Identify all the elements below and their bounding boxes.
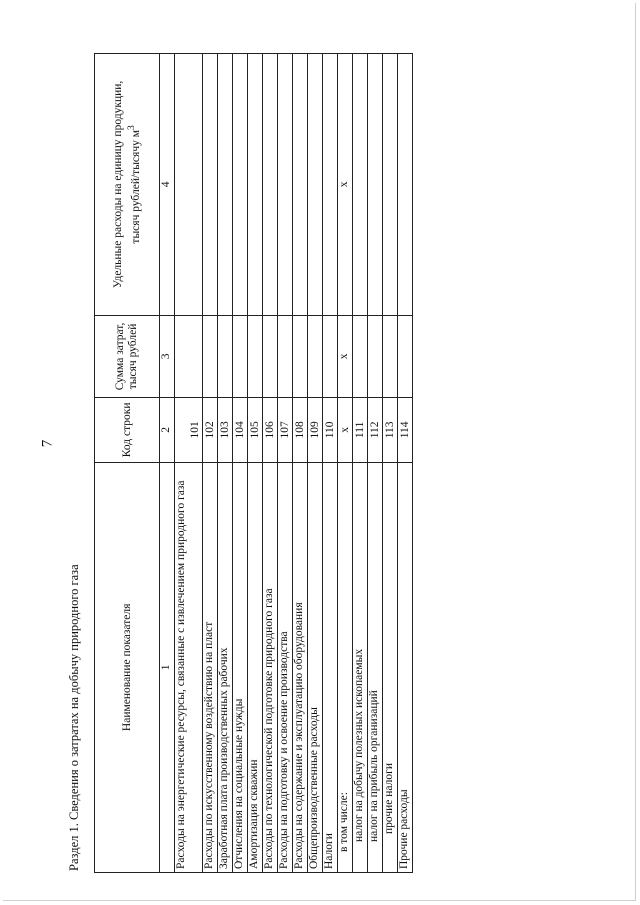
header-row — [95, 54, 160, 873]
row-code: 108 — [293, 398, 308, 463]
table-row — [175, 54, 203, 873]
table-row — [368, 54, 383, 873]
row-code: 113 — [383, 398, 398, 463]
row-code: 111 — [353, 398, 368, 463]
row-name: Амортизация скважин — [248, 462, 263, 872]
table-row — [233, 54, 248, 873]
column-number: 2 — [160, 398, 175, 463]
row-sum — [353, 315, 368, 397]
row-specific — [308, 54, 323, 316]
table-row — [323, 54, 338, 873]
row-sum — [248, 315, 263, 397]
row-specific — [323, 54, 338, 316]
row-code: 101 — [175, 398, 203, 463]
column-number: 3 — [160, 315, 175, 397]
table-row — [263, 54, 278, 873]
header-specific-unit: тысяч рублей/тысячу м — [129, 129, 142, 244]
row-sum — [218, 315, 233, 397]
header-specific-main: Удельные расходы на единицу продукции, — [111, 80, 124, 289]
page-number: 7 — [39, 439, 56, 448]
row-specific — [353, 54, 368, 316]
table-row — [353, 54, 368, 873]
row-code: 110 — [323, 398, 338, 463]
costs-table — [94, 53, 413, 873]
row-code: 106 — [263, 398, 278, 463]
row-name: Расходы по технологической подготовке природного газа — [263, 462, 278, 872]
row-name: Отчисления на социальные нужды — [233, 462, 248, 872]
column-number: 1 — [160, 462, 175, 872]
rotated-content — [62, 53, 411, 873]
row-code: 103 — [218, 398, 233, 463]
row-specific — [218, 54, 233, 316]
row-name: Заработная плата производственных рабочих — [218, 462, 233, 872]
row-name: Расходы на энергетические ресурсы, связанные с извлечением природного газа — [175, 462, 203, 872]
row-specific — [278, 54, 293, 316]
row-sum — [293, 315, 308, 397]
row-code: 105 — [248, 398, 263, 463]
row-sum — [383, 315, 398, 397]
row-name: Расходы на содержание и эксплуатацию оборудования — [293, 462, 308, 872]
row-specific — [293, 54, 308, 316]
row-name: Расходы по искусственному воздействию на пласт — [203, 462, 218, 872]
row-sum: x — [338, 315, 353, 397]
header-specific-sup: 3 — [125, 125, 137, 130]
table-row — [218, 54, 233, 873]
header-sum: Сумма затрат, тысяч рублей — [95, 315, 160, 397]
section-title: Раздел 1. Сведения о затратах на добычу природного газа — [67, 564, 81, 871]
row-specific: x — [338, 54, 353, 316]
row-name: прочие налоги — [383, 462, 398, 872]
row-sum — [203, 315, 218, 397]
row-code: 107 — [278, 398, 293, 463]
row-sum — [398, 315, 413, 397]
row-sum — [368, 315, 383, 397]
row-sum — [278, 315, 293, 397]
row-specific — [263, 54, 278, 316]
table-row — [203, 54, 218, 873]
row-sum — [323, 315, 338, 397]
row-name: налог на прибыль организаций — [368, 462, 383, 872]
row-specific — [368, 54, 383, 316]
row-name: Прочие расходы — [398, 462, 413, 872]
row-specific — [203, 54, 218, 316]
row-code: 109 — [308, 398, 323, 463]
column-number: 4 — [160, 54, 175, 316]
table-row — [248, 54, 263, 873]
row-specific — [383, 54, 398, 316]
row-name: Расходы на подготовку и освоение производства — [278, 462, 293, 872]
table-row — [338, 54, 353, 873]
row-code: x — [338, 398, 353, 463]
row-sum — [233, 315, 248, 397]
row-specific — [248, 54, 263, 316]
row-sum — [175, 315, 203, 397]
header-name: Наименование показателя — [95, 462, 160, 872]
row-name: Общепроизводственные расходы — [308, 462, 323, 872]
row-specific — [233, 54, 248, 316]
row-code: 114 — [398, 398, 413, 463]
row-sum — [308, 315, 323, 397]
table-row — [293, 54, 308, 873]
row-code: 102 — [203, 398, 218, 463]
table-row — [278, 54, 293, 873]
table-row — [383, 54, 398, 873]
row-name: налог на добычу полезных ископаемых — [353, 462, 368, 872]
table-row — [308, 54, 323, 873]
header-specific — [95, 54, 160, 316]
row-sum — [263, 315, 278, 397]
row-name: в том числе: — [338, 462, 353, 872]
column-numbers-row — [160, 54, 175, 873]
row-specific — [398, 54, 413, 316]
table-row — [398, 54, 413, 873]
row-name: Налоги — [323, 462, 338, 872]
row-code: 104 — [233, 398, 248, 463]
row-code: 112 — [368, 398, 383, 463]
row-specific — [175, 54, 203, 316]
header-code: Код строки — [95, 398, 160, 463]
